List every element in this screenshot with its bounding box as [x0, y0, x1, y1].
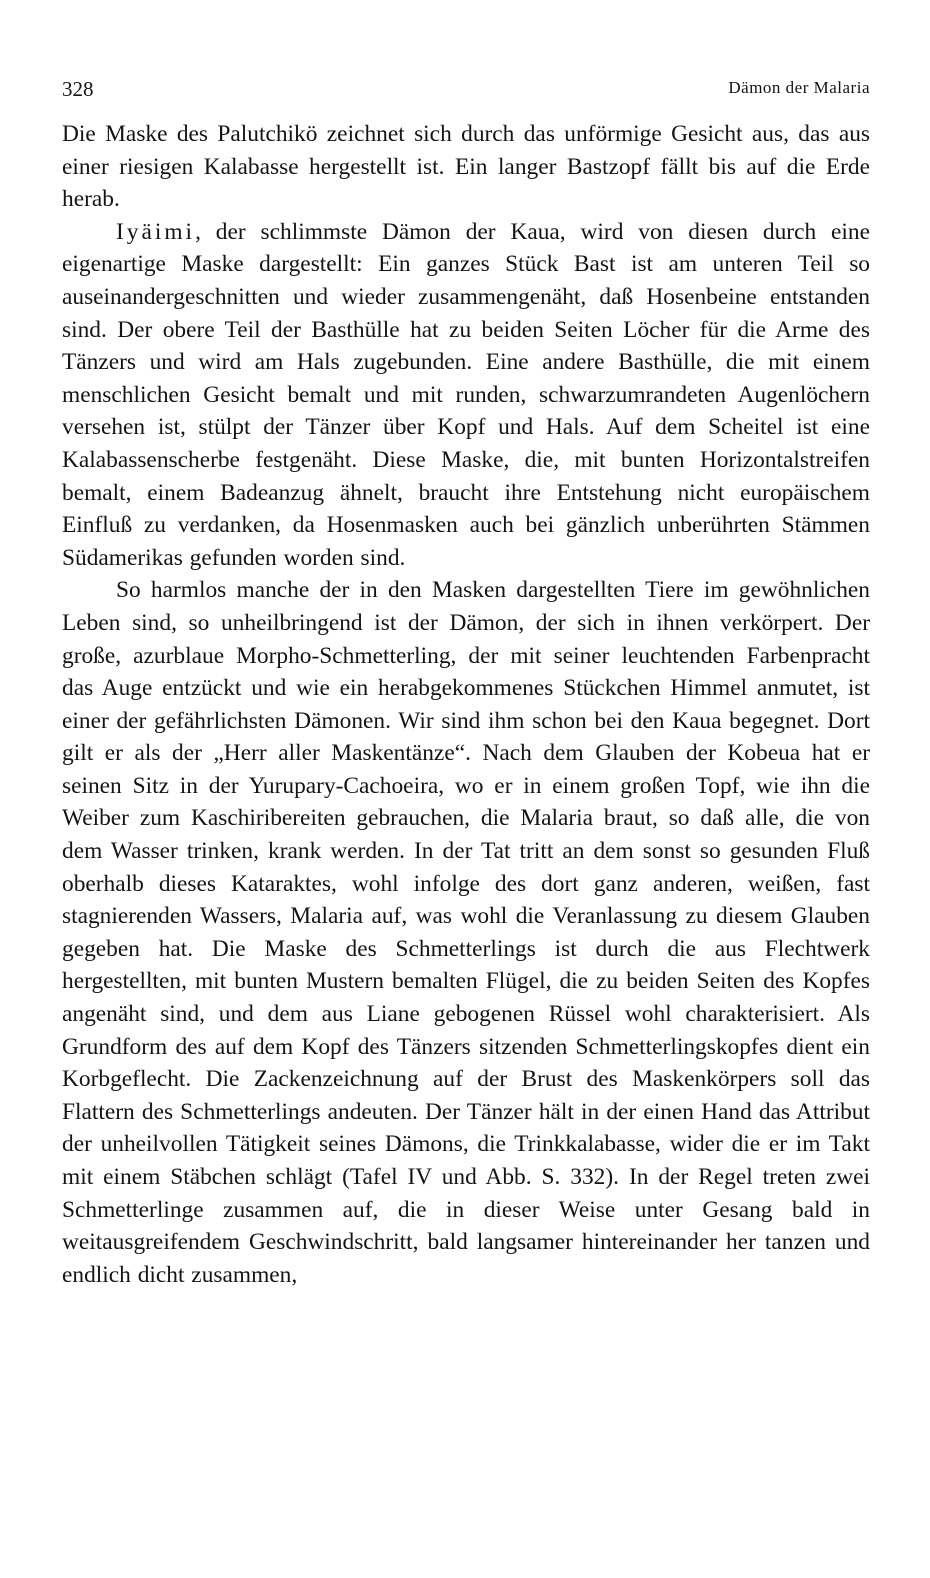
paragraph-text: So harmlos manche der in den Masken dargestellten Tiere im gewöhnlichen Leben sind, so unheilbringend ist der Dämon, der sich in ihnen verkörpert. Der große, azurblaue Morpho-Schmetterling, der mit seiner leuchtenden Farbenpracht das Auge entzückt und wie ein herabgekommenes Stückchen Himmel anmutet, ist einer der gefährlichsten Dämonen. Wir sind ihm schon bei den Kaua begegnet. Dort gilt er als der „Herr aller Maskentänze“. Nach dem Glauben der Kobeua hat er seinen Sitz in der Yurupary-Cachoeira, wo er in einem großen Topf, wie ihn die Weiber zum Kaschiribereiten gebrauchen, die Malaria braut, so daß alle, die von dem Wasser trinken, krank werden. In der Tat tritt an dem sonst so gesunden Fluß oberhalb dieses Kataraktes, wohl infolge des dort ganz anderen, weißen, fast stagnierenden Wassers, Malaria auf, was wohl die Veranlassung zu diesem Glauben gegeben hat. Die Maske des Schmetterlings ist durch die aus Flechtwerk hergestellten, mit bunten Mustern bemalten Flügel, die zu beiden Seiten des Kopfes angenäht sind, und dem aus Liane gebogenen Rüssel wohl charakterisiert. Als Grundform des auf dem Kopf des Tänzers sitzenden Schmetterlingskopfes dient ein Korbgeflecht. Die Zackenzeichnung auf der Brust des Maskenkörpers soll das Flattern des Schmetterlings andeuten. Der Tänzer hält in der einen Hand das Attribut der unheilvollen Tätigkeit seines Dämons, die Trinkkalabasse, wider die er im Takt mit einem Stäbchen schlägt (Tafel IV und Abb. S. 332). In der Regel treten zwei Schmetterlinge zusammen auf, die in dieser Weise unter Gesang bald in weitausgreifendem Geschwindschritt, bald langsamer hintereinander her tanzen und endlich dicht zusammen,	[62, 577, 870, 1288]
paragraph-text: Die Maske des Palutchikö zeichnet sich durch das unförmige Gesicht aus, das aus einer riesigen Kalabasse hergestellt ist. Ein langer Bastzopf fällt bis auf die Erde herab.	[62, 121, 870, 213]
book-page	[62, 72, 870, 1291]
paragraph-palutchiko	[62, 118, 870, 216]
paragraph-iyaimi	[62, 216, 870, 575]
paragraph-schmetterling	[62, 574, 870, 1291]
paragraph-text: , der schlimmste Dämon der Kaua, wird von diesen durch eine eigenartige Maske dargestellt: Ein ganzes Stück Bast ist am unteren Teil so auseinandergeschnitten und wieder zusammengenäht, daß Hosenbeine entstanden sind. Der obere Teil der Basthülle hat zu beiden Seiten Löcher für die Arme des Tänzers und wird am Hals zugebunden. Eine andere Basthülle, die mit einem menschlichen Gesicht bemalt und mit runden, schwarzumrandeten Augenlöchern versehen ist, stülpt der Tänzer über Kopf und Hals. Auf dem Scheitel ist eine Kalabassenscherbe festgenäht. Diese Maske, die, mit bunten Horizontalstreifen bemalt, einem Badeanzug ähnelt, braucht ihre Entstehung nicht europäischem Einfluß zu verdanken, da Hosenmasken auch bei gänzlich unberührten Stämmen Südamerikas gefunden worden sind.	[62, 218, 870, 571]
running-head	[62, 72, 870, 108]
page-number: 328	[62, 77, 94, 101]
body-text	[62, 118, 870, 1291]
running-title: Dämon der Malaria	[728, 78, 870, 97]
spaced-name: Iyäimi	[116, 218, 196, 245]
